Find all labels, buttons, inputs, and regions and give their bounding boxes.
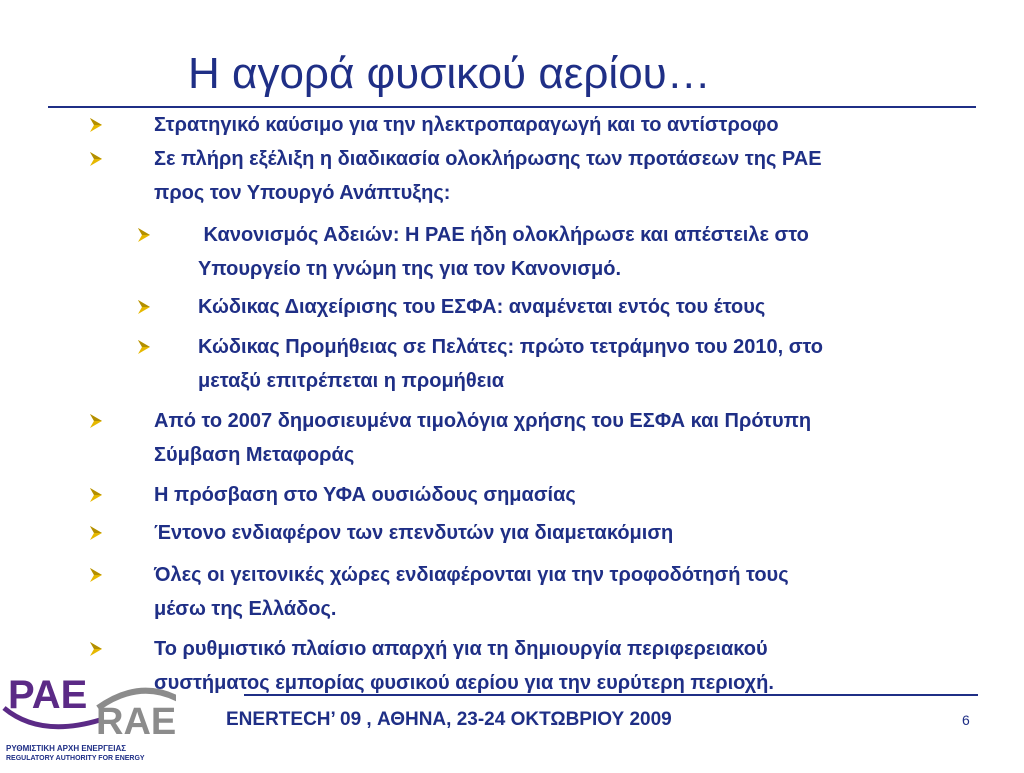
bullet-text-line: μέσω της Ελλάδος. <box>154 598 337 620</box>
rae-logo <box>0 668 176 768</box>
logo-greek-letters: ΡΑΕ <box>8 673 88 717</box>
bullet-text-line: Όλες οι γειτονικές χώρες ενδιαφέρονται για την τροφοδότησή τους <box>154 564 789 586</box>
bullet-text-line: προς τον Υπουργό Ανάπτυξης: <box>154 182 451 204</box>
arrow-bullet-icon <box>136 227 152 243</box>
bullet-text-line: Από το 2007 δημοσιευμένα τιμολόγια χρήσης του ΕΣΦΑ και Πρότυπη <box>154 410 812 432</box>
bullet-text-line: Κώδικας Προμήθειας σε Πελάτες: πρώτο τετράμηνο του 2010, στο <box>198 336 823 358</box>
bullet-text-line: Υπουργείο τη γνώμη της για τον Κανονισμό. <box>198 258 622 280</box>
bullet-text-line: Σύμβαση Μεταφοράς <box>154 444 355 466</box>
bullet-text-line: μεταξύ επιτρέπεται η προμήθεια <box>198 370 505 392</box>
logo-latin-letters: RAE <box>96 701 176 743</box>
footer-divider <box>244 694 978 696</box>
bullet-text-line: Η πρόσβαση στο ΥΦΑ ουσιώδους σημασίας <box>154 484 576 506</box>
bullet-text-line: Κανονισμός Αδειών: Η ΡΑΕ ήδη ολοκλήρωσε και απέστειλε στο <box>198 224 809 246</box>
arrow-bullet-icon <box>88 151 104 167</box>
arrow-bullet-icon <box>136 299 152 315</box>
bullet-text-line: Έντονο ενδιαφέρον των επενδυτών για διαμετακόμιση <box>154 522 674 544</box>
arrow-bullet-icon <box>88 567 104 583</box>
arrow-bullet-icon <box>88 525 104 541</box>
arrow-bullet-icon <box>136 339 152 355</box>
arrow-bullet-icon <box>88 413 104 429</box>
bullet-text-line: Κώδικας Διαχείρισης του ΕΣΦΑ: αναμένεται εντός του έτους <box>198 296 766 318</box>
bullet-text-line: Στρατηγικό καύσιμο για την ηλεκτροπαραγωγή και το αντίστροφο <box>154 114 779 136</box>
arrow-bullet-icon <box>88 487 104 503</box>
footer-text: ENERTECH’ 09 , ΑΘΗΝΑ, 23-24 ΟΚΤΩΒΡΙΟΥ 2009 <box>226 709 672 730</box>
logo-subtitle-english: REGULATORY AUTHORITY FOR ENERGY <box>6 755 145 762</box>
bullet-text-line: συστήματος εμπορίας φυσικού αερίου για την ευρύτερη περιοχή. <box>154 672 774 694</box>
arrow-bullet-icon <box>88 641 104 657</box>
arrow-bullet-icon <box>88 117 104 133</box>
slide-title: Η αγορά φυσικού αερίου… <box>188 49 711 98</box>
rae-logo-graphic <box>0 668 176 768</box>
bullet-text-line: Σε πλήρη εξέλιξη η διαδικασία ολοκλήρωσης των προτάσεων της ΡΑΕ <box>154 148 822 170</box>
page-number: 6 <box>962 712 970 728</box>
logo-subtitle-greek: ΡΥΘΜΙΣΤΙΚΗ ΑΡΧΗ ΕΝΕΡΓΕΙΑΣ <box>6 744 127 753</box>
bullet-text-line: Το ρυθμιστικό πλαίσιο απαρχή για τη δημιουργία περιφερειακού <box>154 638 768 660</box>
